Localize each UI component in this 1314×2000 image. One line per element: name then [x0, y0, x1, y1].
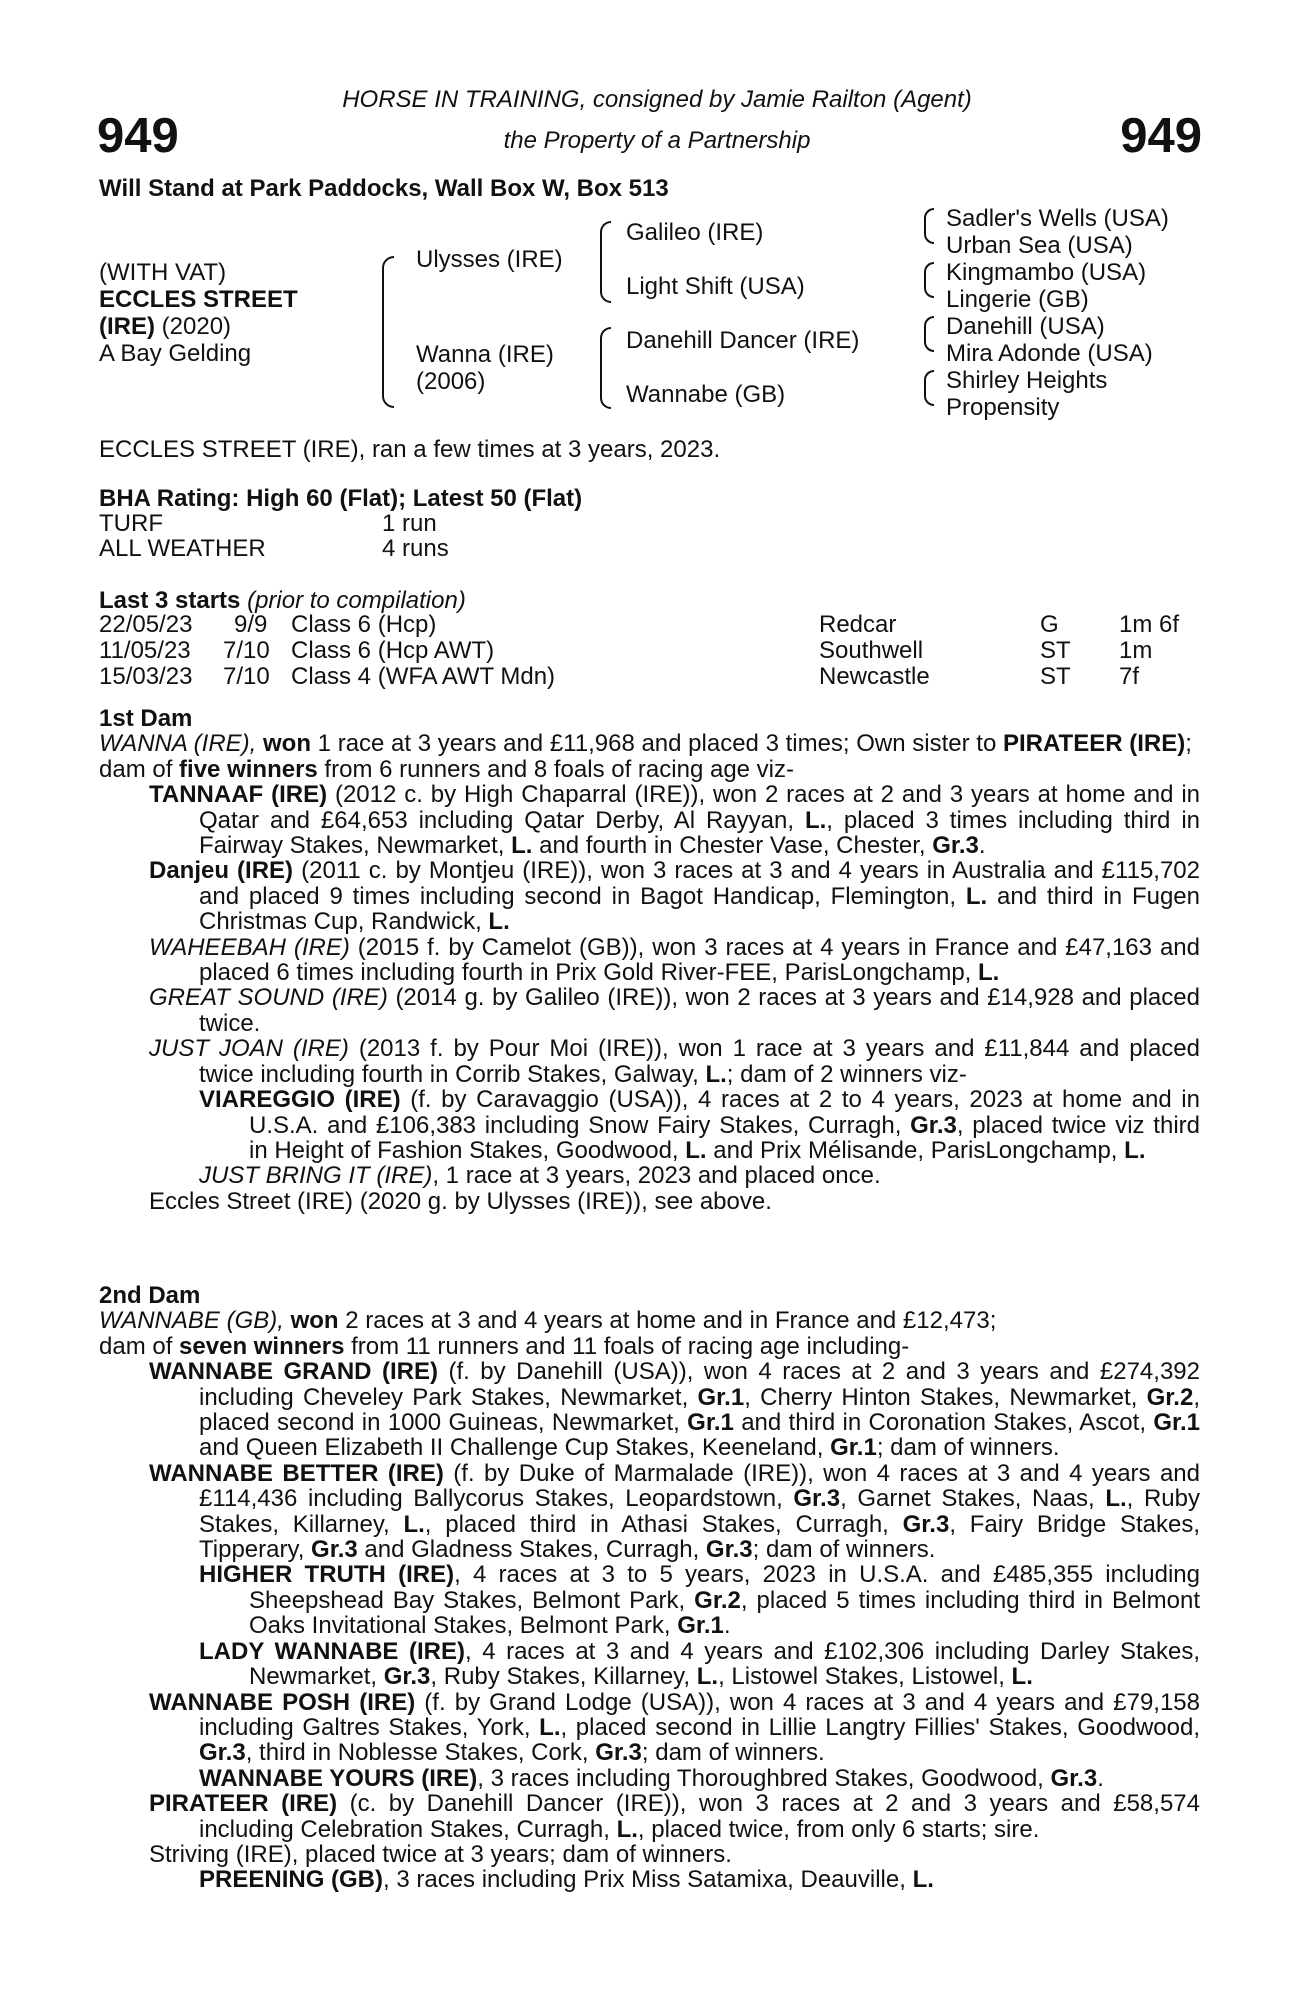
pedigree-sire: Ulysses (IRE)	[416, 246, 563, 273]
start-race: Class 6 (Hcp)	[291, 611, 437, 638]
first-dam-produce: dam of five winners from 6 runners and 8 foals of racing age viz-	[99, 755, 795, 783]
produce-viareggio: VIAREGGIO (IRE) (f. by Caravaggio (USA)), 4 races at 2 to 4 years, 2023 at home and in U.S.A. and £106,383 including Snow Fairy Stakes, Curragh, Gr.3, placed twice viz third in Height of Fashion Stakes, Goodwood, L. and Prix Mélisande, ParisLongchamp, L.	[199, 1086, 1200, 1164]
pedigree-gg-3: Kingmambo (USA)	[946, 259, 1147, 286]
start-course: Newcastle	[819, 663, 930, 690]
pedigree-sire-dam: Light Shift (USA)	[626, 273, 805, 300]
pedigree-gg-8: Propensity	[946, 394, 1060, 421]
produce-eccles-street: Eccles Street (IRE) (2020 g. by Ulysses (IRE)), see above.	[149, 1187, 772, 1215]
pedigree-brace-gen1	[382, 256, 394, 408]
pedigree-gg-7: Shirley Heights	[946, 367, 1108, 394]
produce-wannabe-posh: WANNABE POSH (IRE) (f. by Grand Lodge (USA)), won 4 races at 3 and 4 years and £79,158 including Galtres Stakes, York, L., placed second in Lillie Langtry Fillies' Stakes, Goodwood, Gr.3, third in Noblesse Stakes, Cork, Gr.3; dam of winners.	[149, 1688, 1201, 1767]
lot-number-left: 949	[97, 109, 179, 163]
pedigree-brace-gg3	[924, 316, 934, 352]
pedigree-gg-1: Sadler's Wells (USA)	[946, 205, 1169, 232]
pedigree-gg-2: Urban Sea (USA)	[946, 232, 1133, 259]
start-position: 9/9	[234, 611, 268, 638]
pedigree-brace-gg2	[924, 262, 934, 298]
pedigree-dam-sire: Danehill Dancer (IRE)	[626, 327, 860, 354]
pedigree-dam: Wanna (IRE)	[416, 341, 554, 368]
pedigree-gg-4: Lingerie (GB)	[946, 286, 1089, 313]
produce-just-joan: JUST JOAN (IRE) (2013 f. by Pour Moi (IRE)), won 1 race at 3 years and £11,844 and placed twice including fourth in Corrib Stakes, Galway, L.; dam of 2 winners viz-	[149, 1035, 1200, 1088]
second-dam-record: WANNABE (GB), won 2 races at 3 and 4 years at home and in France and £12,473;	[99, 1307, 997, 1335]
start-distance: 1m	[1119, 637, 1153, 664]
second-dam-heading: 2nd Dam	[99, 1282, 201, 1309]
produce-lady-wannabe: LADY WANNABE (IRE), 4 races at 3 and 4 years and £102,306 including Darley Stakes, Newmarket, Gr.3, Ruby Stakes, Killarney, L., Listowel Stakes, Listowel, L.	[199, 1637, 1200, 1691]
horse-description: A Bay Gelding	[99, 340, 252, 367]
pedigree-brace-gg1	[924, 208, 934, 244]
start-going: ST	[1040, 663, 1071, 690]
property-line: the Property of a Partnership	[503, 127, 811, 154]
start-date: 11/05/23	[99, 637, 191, 664]
produce-waheebah: WAHEEBAH (IRE) (2015 f. by Camelot (GB)), won 3 races at 4 years in France and £47,163 and placed 6 times including fourth in Prix Gold River-FEE, ParisLongchamp, L.	[149, 933, 1200, 987]
horse-origin-year: (IRE) (2020)	[99, 313, 232, 340]
pedigree-dam-dam: Wannabe (GB)	[626, 381, 786, 408]
pedigree-gg-5: Danehill (USA)	[946, 313, 1105, 340]
start-distance: 7f	[1119, 663, 1140, 690]
rating-surface-aw: ALL WEATHER	[99, 535, 266, 562]
first-dam-section	[99, 706, 1200, 1214]
produce-pirateer: PIRATEER (IRE) (c. by Danehill Dancer (IRE)), won 3 races at 2 and 3 years and £58,574 including Celebration Stakes, Curragh, L., placed twice, from only 6 starts; sire.	[149, 1790, 1200, 1843]
produce-preening: PREENING (GB), 3 races including Prix Miss Satamixa, Deauville, L.	[199, 1866, 934, 1894]
start-position: 7/10	[223, 663, 270, 690]
produce-wannabe-yours: WANNABE YOURS (IRE), 3 races including Thoroughbred Stakes, Goodwood, Gr.3.	[199, 1764, 1104, 1792]
rating-runs-turf: 1 run	[382, 510, 437, 537]
produce-higher-truth: HIGHER TRUTH (IRE), 4 races at 3 to 5 years, 2023 in U.S.A. and £485,355 including Sheepshead Bay Stakes, Belmont Park, Gr.2, placed 5 times including third in Belmont Oaks Invitational Stakes, Belmont Park, Gr.1.	[199, 1561, 1200, 1640]
produce-just-bring-it: JUST BRING IT (IRE), 1 race at 3 years, 2023 and placed once.	[199, 1162, 881, 1190]
first-dam-record: WANNA (IRE), won 1 race at 3 years and £11,968 and placed 3 times; Own sister to PIRATEER (IRE);	[99, 730, 1192, 758]
first-dam-heading: 1st Dam	[99, 705, 193, 732]
produce-striving: Striving (IRE), placed twice at 3 years; dam of winners.	[149, 1840, 732, 1868]
stand-location: Will Stand at Park Paddocks, Wall Box W, Box 513	[99, 175, 669, 202]
start-position: 7/10	[223, 637, 270, 664]
start-race: Class 6 (Hcp AWT)	[291, 637, 495, 664]
pedigree-brace-gg4	[924, 370, 934, 406]
horse-name: ECCLES STREET	[99, 286, 298, 313]
start-date: 22/05/23	[99, 611, 193, 638]
start-race: Class 4 (WFA AWT Mdn)	[291, 663, 556, 690]
second-dam-produce: dam of seven winners from 11 runners and 11 foals of racing age including-	[99, 1332, 910, 1360]
rating-surface-turf: TURF	[99, 510, 163, 537]
pedigree-brace-sire	[600, 221, 611, 303]
rating-runs-aw: 4 runs	[382, 535, 449, 562]
second-dam-section	[99, 1283, 1200, 1893]
vat-label: (WITH VAT)	[99, 259, 227, 286]
start-going: ST	[1040, 637, 1071, 664]
pedigree-dam-year: (2006)	[416, 368, 486, 395]
bha-rating-title: BHA Rating: High 60 (Flat); Latest 50 (Flat)	[99, 485, 583, 512]
race-summary: ECCLES STREET (IRE), ran a few times at 3 years, 2023.	[99, 436, 721, 463]
produce-great-sound: GREAT SOUND (IRE) (2014 g. by Galileo (IRE)), won 2 races at 3 years and £14,928 and placed twice.	[149, 984, 1200, 1037]
start-going: G	[1040, 611, 1059, 638]
produce-wannabe-grand: WANNABE GRAND (IRE) (f. by Danehill (USA)), won 4 races at 2 and 3 years and £274,392 including Cheveley Park Stakes, Newmarket, Gr.1, Cherry Hinton Stakes, Newmarket, Gr.2, placed second in 1000 Guineas, Newmarket, Gr.1 and third in Coronation Stakes, Ascot, Gr.1 and Queen Elizabeth II Challenge Cup Stakes, Keeneland, Gr.1; dam of winners.	[149, 1358, 1201, 1462]
produce-danjeu: Danjeu (IRE) (2011 c. by Montjeu (IRE)), won 3 races at 3 and 4 years in Australia and £115,702 and placed 9 times including second in Bagot Handicap, Flemington, L. and third in Fugen Christmas Cup, Randwick, L.	[149, 857, 1200, 936]
start-course: Redcar	[819, 611, 897, 638]
start-course: Southwell	[819, 637, 924, 664]
produce-tannaaf: TANNAAF (IRE) (2012 c. by High Chaparral (IRE)), won 2 races at 2 and 3 years at home and in Qatar and £64,653 including Qatar Derby, Al Rayyan, L., placed 3 times including third in Fairway Stakes, Newmarket, L. and fourth in Chester Vase, Chester, Gr.3.	[149, 781, 1201, 860]
lot-number-right: 949	[1120, 109, 1202, 163]
last-starts-title: Last 3 starts (prior to compilation)	[99, 587, 466, 614]
produce-wannabe-better: WANNABE BETTER (IRE) (f. by Duke of Marmalade (IRE)), won 4 races at 3 and 4 years and £114,436 including Ballycorus Stakes, Leopardstown, Gr.3, Garnet Stakes, Naas, L., Ruby Stakes, Killarney, L., placed third in Athasi Stakes, Curragh, Gr.3, Fairy Bridge Stakes, Tipperary, Gr.3 and Gladness Stakes, Curragh, Gr.3; dam of winners.	[149, 1459, 1201, 1564]
start-date: 15/03/23	[99, 663, 193, 690]
pedigree-brace-dam	[600, 327, 611, 409]
pedigree-sire-sire: Galileo (IRE)	[626, 219, 764, 246]
pedigree-gg-6: Mira Adonde (USA)	[946, 340, 1153, 367]
start-distance: 1m 6f	[1119, 611, 1180, 638]
consignor-line: HORSE IN TRAINING, consigned by Jamie Railton (Agent)	[342, 86, 972, 113]
